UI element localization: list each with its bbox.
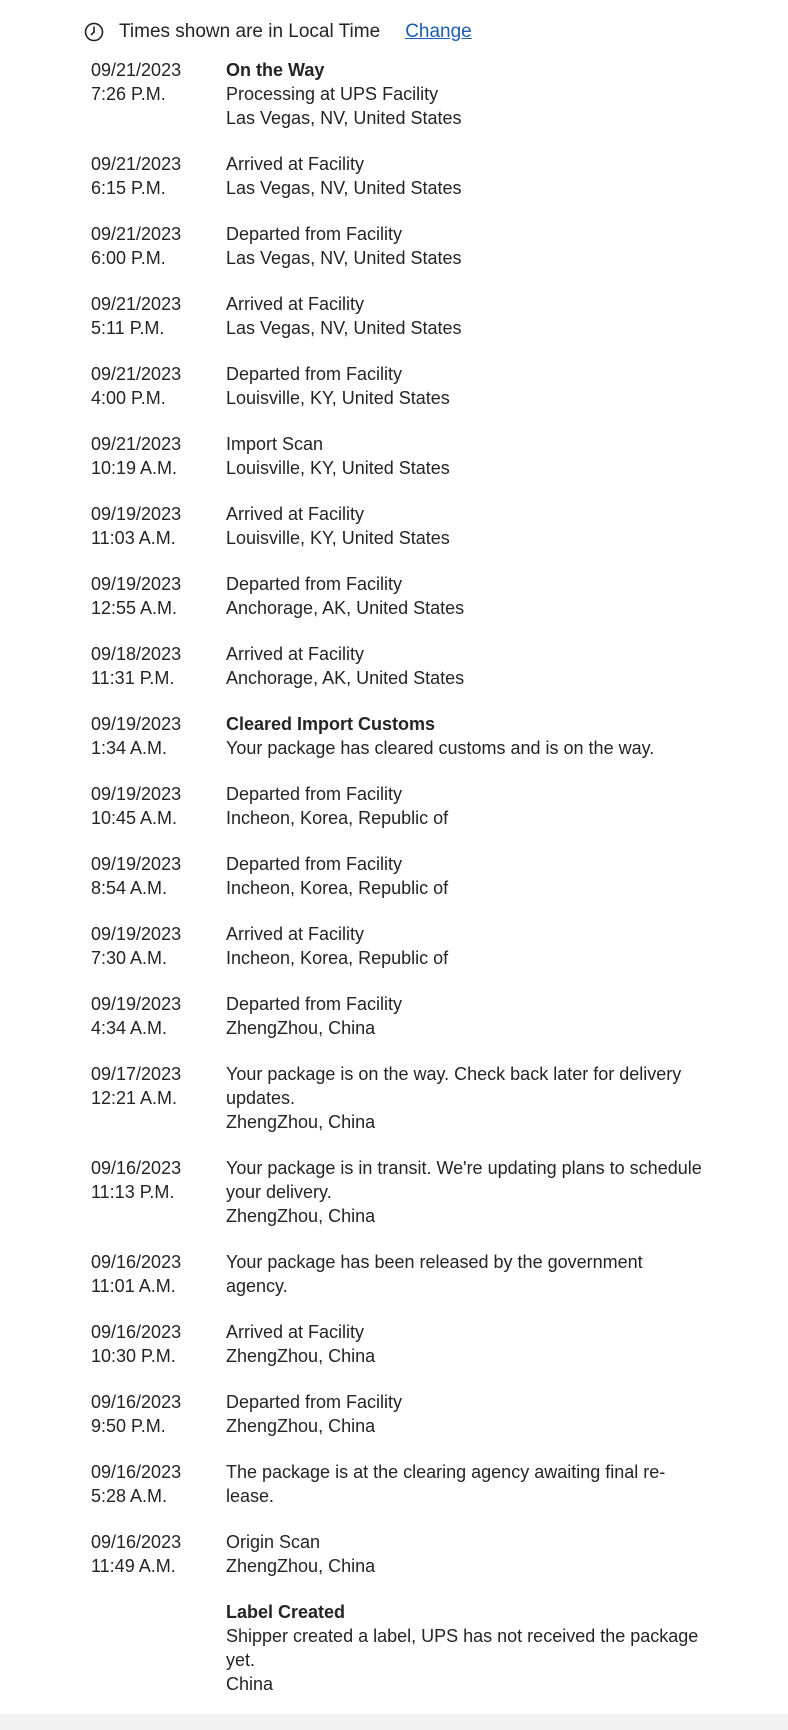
event-detail-line: Anchorage, AK, United States (226, 668, 465, 688)
event-date: 09/16/2023 (91, 1158, 182, 1178)
event-status: Departed from Facility (226, 994, 403, 1014)
event-status: Departed from Facility (226, 574, 403, 594)
tracking-event-row (91, 152, 731, 200)
event-status: Arrived at Facility (226, 504, 365, 524)
event-date: 09/16/2023 (91, 1252, 182, 1272)
tracking-event-row (91, 292, 731, 340)
event-status: Your package has been released by the government agency. (226, 1252, 643, 1296)
event-status: On the Way (226, 60, 325, 80)
event-detail-line: Incheon, Korea, Republic of (226, 878, 449, 898)
event-time: 5:11 P.M. (91, 318, 165, 338)
tracking-event-row (91, 432, 731, 480)
event-time: 1:34 A.M. (91, 738, 168, 758)
event-details (226, 222, 706, 270)
event-time: 10:19 A.M. (91, 458, 178, 478)
event-detail-line: Las Vegas, NV, United States (226, 108, 462, 128)
tracking-event-row (91, 712, 731, 760)
event-datetime (91, 432, 226, 480)
tracking-event-row (91, 1062, 731, 1134)
tracking-event-row (91, 1156, 731, 1228)
event-time: 6:15 P.M. (91, 178, 166, 198)
event-time: 5:28 A.M. (91, 1486, 168, 1506)
tracking-event-row (91, 572, 731, 620)
event-time: 4:00 P.M. (91, 388, 166, 408)
event-datetime (91, 292, 226, 340)
event-datetime (91, 922, 226, 970)
tracking-event-row (91, 642, 731, 690)
event-time: 4:34 A.M. (91, 1018, 168, 1038)
event-datetime (91, 852, 226, 900)
event-detail-line: Louisville, KY, United States (226, 528, 450, 548)
tracking-event-row (91, 852, 731, 900)
event-detail-line: ZhengZhou, China (226, 1556, 376, 1576)
event-datetime (91, 712, 226, 760)
tracking-event-row (91, 1320, 731, 1368)
event-details (226, 362, 706, 410)
event-details (226, 58, 706, 130)
event-status: Departed from Facility (226, 854, 403, 874)
event-status: Cleared Import Customs (226, 714, 436, 734)
event-details (226, 642, 706, 690)
event-time: 11:01 A.M. (91, 1276, 176, 1296)
event-date: 09/21/2023 (91, 60, 182, 80)
event-time: 11:13 P.M. (91, 1182, 175, 1202)
event-status: Arrived at Facility (226, 154, 365, 174)
event-detail-line: Shipper created a label, UPS has not received the package yet. (226, 1626, 699, 1670)
event-date: 09/19/2023 (91, 784, 182, 804)
event-time: 10:45 A.M. (91, 808, 178, 828)
event-details (226, 1320, 706, 1368)
event-date: 09/19/2023 (91, 574, 182, 594)
event-status: Arrived at Facility (226, 1322, 365, 1342)
tracking-event-row (91, 782, 731, 830)
event-time: 12:55 A.M. (91, 598, 178, 618)
event-date: 09/19/2023 (91, 924, 182, 944)
event-date: 09/16/2023 (91, 1392, 182, 1412)
change-timezone-link[interactable]: Change (405, 21, 472, 42)
event-details (226, 502, 706, 550)
event-details (226, 1600, 706, 1696)
event-detail-line: Incheon, Korea, Republic of (226, 808, 449, 828)
event-status: Departed from Facility (226, 1392, 403, 1412)
event-detail-line: Anchorage, AK, United States (226, 598, 465, 618)
event-detail-line: Las Vegas, NV, United States (226, 318, 462, 338)
tracking-event-row (91, 58, 731, 130)
event-datetime (91, 152, 226, 200)
event-date: 09/19/2023 (91, 504, 182, 524)
event-date: 09/17/2023 (91, 1064, 182, 1084)
event-status: Arrived at Facility (226, 924, 365, 944)
event-detail-line: ZhengZhou, China (226, 1018, 376, 1038)
event-datetime (91, 782, 226, 830)
clock-icon (84, 22, 104, 42)
event-status: Your package is on the way. Check back later for delivery updates. (226, 1064, 682, 1108)
event-details (226, 1530, 706, 1578)
event-datetime (91, 1390, 226, 1438)
event-details (226, 852, 706, 900)
event-details (226, 292, 706, 340)
event-date: 09/16/2023 (91, 1322, 182, 1342)
event-date: 09/21/2023 (91, 434, 182, 454)
tracking-event-row (91, 222, 731, 270)
event-detail-line: Las Vegas, NV, United States (226, 248, 462, 268)
event-details (226, 922, 706, 970)
event-detail-line: Processing at UPS Facility (226, 84, 439, 104)
event-status: Import Scan (226, 434, 324, 454)
event-date: 09/16/2023 (91, 1462, 182, 1482)
tracking-event-row (91, 1250, 731, 1298)
event-datetime (91, 222, 226, 270)
event-time: 7:30 A.M. (91, 948, 168, 968)
event-time: 10:30 P.M. (91, 1346, 176, 1366)
event-datetime (91, 1062, 226, 1110)
event-detail-line: Incheon, Korea, Republic of (226, 948, 449, 968)
event-details (226, 572, 706, 620)
event-date: 09/16/2023 (91, 1532, 182, 1552)
event-datetime (91, 1320, 226, 1368)
event-detail-line: ZhengZhou, China (226, 1416, 376, 1436)
tracking-event-row (91, 992, 731, 1040)
event-time: 6:00 P.M. (91, 248, 166, 268)
event-datetime (91, 1156, 226, 1204)
event-datetime (91, 642, 226, 690)
event-datetime (91, 1530, 226, 1578)
event-details (226, 1390, 706, 1438)
event-time: 7:26 P.M. (91, 84, 166, 104)
event-time: 11:03 A.M. (91, 528, 176, 548)
event-status: Arrived at Facility (226, 294, 365, 314)
event-datetime (91, 992, 226, 1040)
event-details (226, 992, 706, 1040)
event-date: 09/19/2023 (91, 714, 182, 734)
event-date: 09/21/2023 (91, 224, 182, 244)
event-status: Arrived at Facility (226, 644, 365, 664)
event-details (226, 432, 706, 480)
tracking-events-list (91, 58, 731, 1718)
tracking-event-row (91, 1600, 731, 1696)
event-status: The package is at the clearing agency awaiting final release. (226, 1462, 666, 1506)
event-details (226, 152, 706, 200)
event-detail-line: Las Vegas, NV, United States (226, 178, 462, 198)
event-status: Departed from Facility (226, 364, 403, 384)
timezone-notice-text: Times shown are in Local Time (119, 21, 381, 42)
event-time: 11:49 A.M. (91, 1556, 176, 1576)
event-status: Origin Scan (226, 1532, 321, 1552)
event-datetime (91, 58, 226, 106)
event-detail-line: ZhengZhou, China (226, 1206, 376, 1226)
event-date: 09/21/2023 (91, 154, 182, 174)
event-status: Your package is in transit. We're updating plans to schedule your delivery. (226, 1158, 702, 1202)
event-details (226, 1250, 706, 1298)
event-date: 09/21/2023 (91, 294, 182, 314)
event-status: Departed from Facility (226, 784, 403, 804)
event-status: Label Created (226, 1602, 346, 1622)
tracking-event-row (91, 1460, 731, 1508)
page-footer-band (0, 1714, 788, 1730)
event-datetime (91, 362, 226, 410)
event-datetime (91, 1250, 226, 1298)
event-datetime (91, 1460, 226, 1508)
event-time: 8:54 A.M. (91, 878, 168, 898)
event-datetime (91, 502, 226, 550)
event-detail-line: Louisville, KY, United States (226, 458, 450, 478)
tracking-event-row (91, 1530, 731, 1578)
event-status: Departed from Facility (226, 224, 403, 244)
event-date: 09/18/2023 (91, 644, 182, 664)
event-details (226, 1062, 706, 1134)
event-date: 09/19/2023 (91, 854, 182, 874)
event-detail-line: ZhengZhou, China (226, 1112, 376, 1132)
tracking-event-row (91, 1390, 731, 1438)
event-time: 11:31 P.M. (91, 668, 175, 688)
tracking-event-row (91, 502, 731, 550)
timezone-notice (84, 16, 472, 48)
event-detail-line: ZhengZhou, China (226, 1346, 376, 1366)
event-details (226, 782, 706, 830)
event-details (226, 1156, 706, 1228)
event-datetime (91, 572, 226, 620)
tracking-event-row (91, 922, 731, 970)
event-time: 9:50 P.M. (91, 1416, 166, 1436)
event-date: 09/21/2023 (91, 364, 182, 384)
event-date: 09/19/2023 (91, 994, 182, 1014)
event-detail-line: Louisville, KY, United States (226, 388, 450, 408)
event-details (226, 712, 706, 760)
event-detail-line: Your package has cleared customs and is on the way. (226, 738, 655, 758)
event-detail-line: China (226, 1674, 274, 1694)
tracking-event-row (91, 362, 731, 410)
event-details (226, 1460, 706, 1508)
event-time: 12:21 A.M. (91, 1088, 178, 1108)
